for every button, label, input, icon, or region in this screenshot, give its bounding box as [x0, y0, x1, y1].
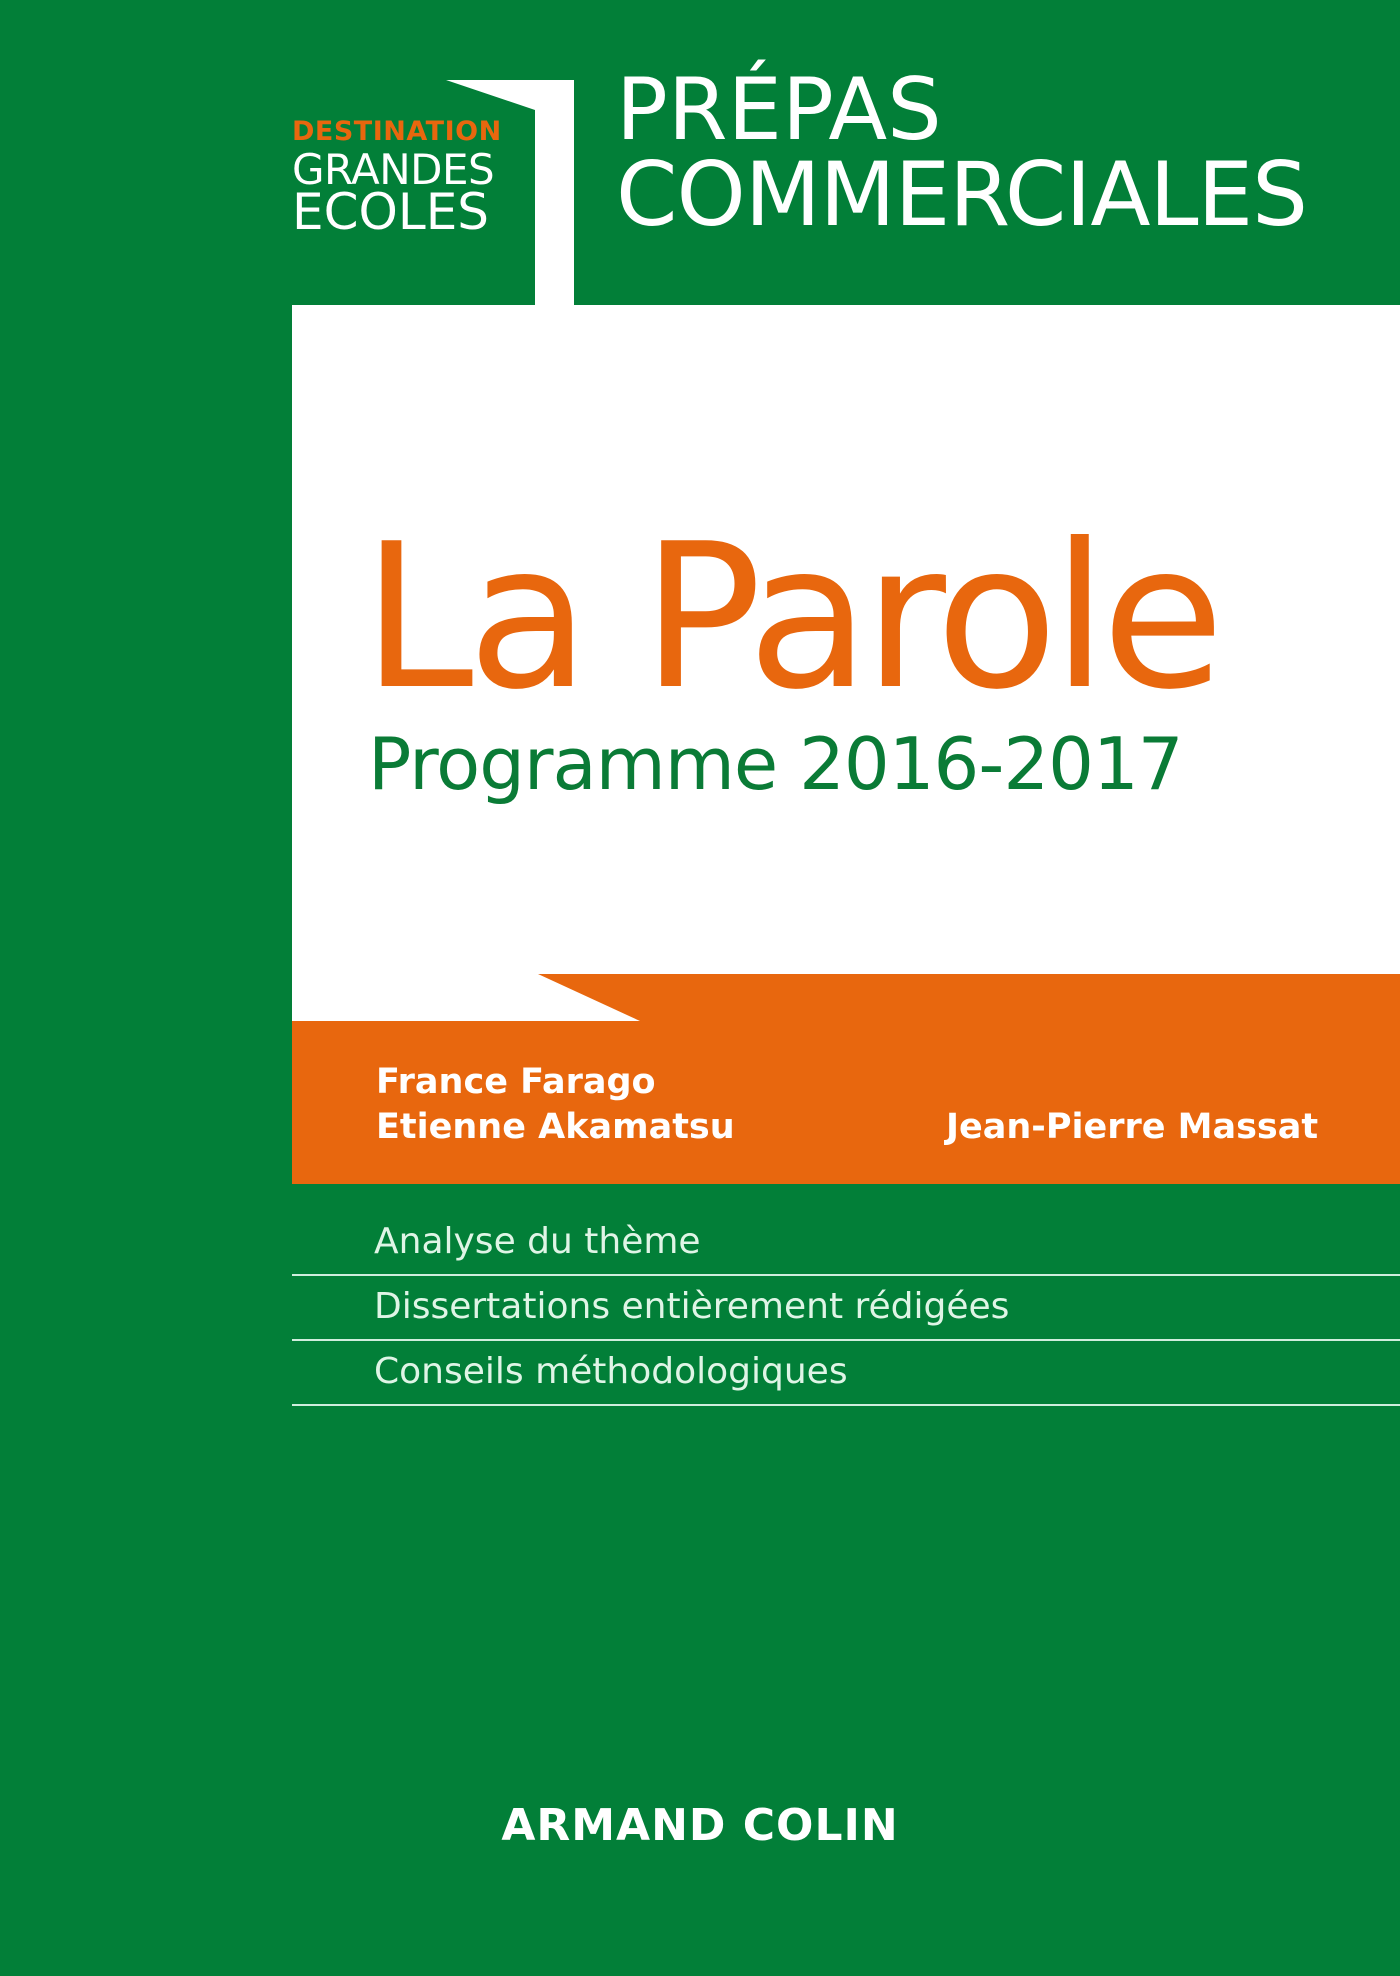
author-2: Etienne Akamatsu	[376, 1107, 735, 1147]
book-subtitle: Programme 2016-2017	[368, 722, 1183, 806]
logo-grandes: GRANDES	[292, 145, 495, 194]
feature-divider-3	[292, 1404, 1400, 1406]
series-title	[616, 60, 1308, 247]
author-3: Jean-Pierre Massat	[946, 1107, 1319, 1147]
feature-1: Analyse du thème	[374, 1221, 701, 1262]
logo-destination: DESTINATION	[292, 116, 502, 147]
feature-3: Conseils méthodologiques	[374, 1351, 848, 1392]
series-title-line2: COMMERCIALES	[616, 143, 1308, 247]
publisher-name: ARMAND COLIN	[501, 1800, 899, 1851]
author-1: France Farago	[376, 1062, 656, 1102]
series-title-line1: PRÉPAS	[616, 60, 942, 160]
book-title: La Parole	[362, 501, 1219, 734]
logo-ecoles: ECOLES	[292, 183, 490, 241]
series-title-bottom-band	[574, 305, 1400, 355]
collection-logo	[292, 116, 522, 241]
feature-divider-1	[292, 1274, 1400, 1276]
feature-2: Dissertations entièrement rédigées	[374, 1286, 1010, 1327]
feature-divider-2	[292, 1339, 1400, 1341]
